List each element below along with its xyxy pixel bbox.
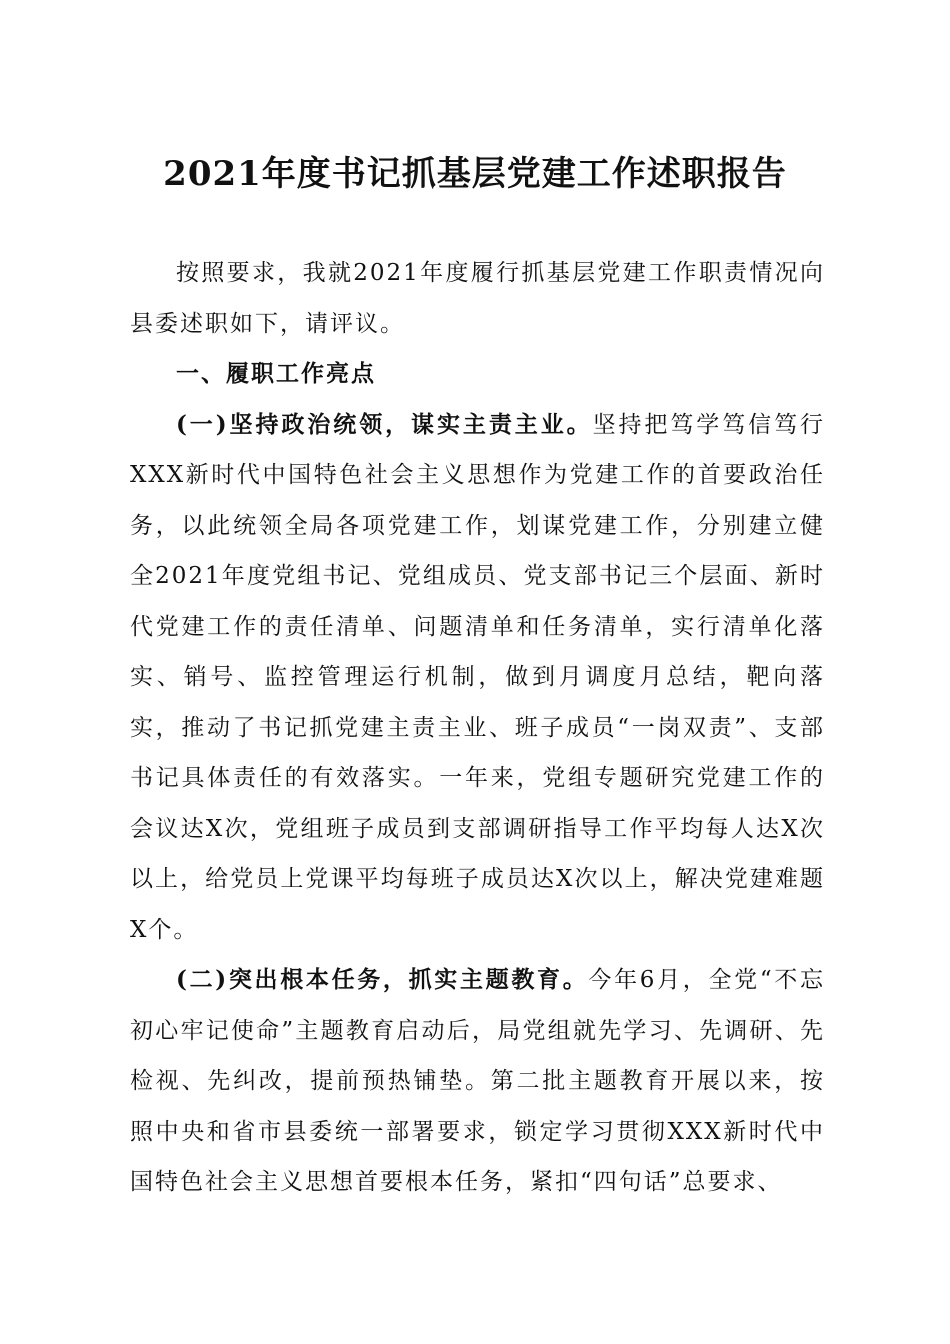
paragraph-2-lead: (二)突出根本任务，抓实主题教育。 [176,966,589,993]
document-title: 2021年度书记抓基层党建工作述职报告 [163,154,787,194]
paragraph-2 [130,955,825,1208]
intro-paragraph: 按照要求，我就2021年度履行抓基层党建工作职责情况向县委述职如下，请评议。 [130,260,825,337]
document-body [130,248,825,1208]
section-heading: 一、履职工作亮点 [176,360,376,387]
paragraph-1-text: 坚持把笃学笃信笃行XXX新时代中国特色社会主义思想作为党建工作的首要政治任务，以此统领全局各项党建工作，划谋党建工作，分别建立健全2021年度党组书记、党组成员、党支部书记三个层面、新时代党建工作的责任清单、问题清单和任务清单，实行清单化落实、销号、监控管理运行机制，做到月调度月总结，靶向落实，推动了书记抓党建主责主业、班子成员“一岗双责”、支部书记具体责任的有效落实。一年来，党组专题研究党建工作的会议达X次，党组班子成员到支部调研指导工作平均每人达X次以上，给党员上党课平均每班子成员达X次以上，解决党建难题X个。 [130,411,826,943]
paragraph-1-lead: (一)坚持政治统领，谋实主责主业。 [176,410,593,438]
paragraph-2-text: 今年6月，全党“不忘初心牢记使命”主题教育启动后，局党组就先学习、先调研、先检视、先纠改，提前预热铺垫。第二批主题教育开展以来，按照中央和省市县委统一部署要求，锁定学习贯彻XXX新时代中国特色社会主义思想首要根本任务，紧扣“四句话”总要求、 [130,967,825,1195]
paragraph-1 [130,400,825,956]
